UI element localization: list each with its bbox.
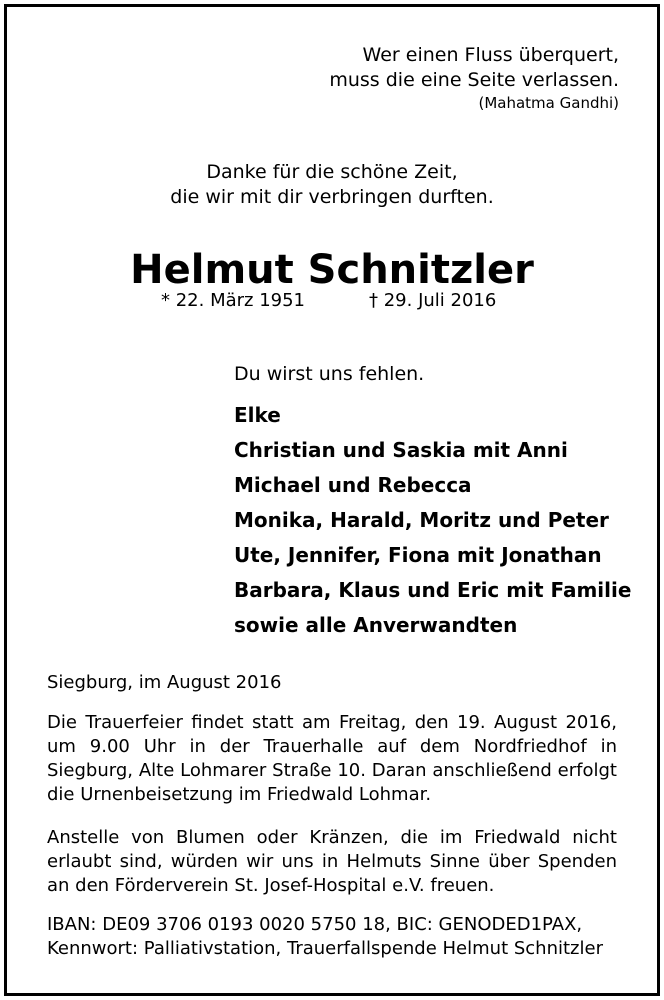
mourner-line: Elke — [234, 403, 281, 427]
mourners-list — [234, 398, 631, 643]
bank-details — [47, 913, 617, 961]
deceased-name: Helmut Schnitzler — [130, 247, 534, 293]
epigraph-author: (Mahatma Gandhi) — [478, 94, 619, 112]
mourner-line: Ute, Jennifer, Fiona mit Jonathan — [234, 543, 602, 567]
epigraph-line-2: muss die eine Seite verlassen. — [329, 69, 619, 91]
mourner-line: Monika, Harald, Moritz und Peter — [234, 508, 609, 532]
thanks-line-1: Danke für die schöne Zeit, — [206, 161, 458, 183]
birth-date: * 22. März 1951 — [161, 290, 306, 311]
death-date: † 29. Juli 2016 — [369, 290, 497, 311]
epigraph-line-1: Wer einen Fluss überquert, — [362, 44, 619, 66]
epigraph — [329, 43, 619, 113]
place-date: Siegburg, im August 2016 — [47, 672, 282, 693]
donation-paragraph: Anstelle von Blumen oder Kränzen, die im Friedwald nicht erlaubt sind, würden wir uns in Helmuts Sinne über Spenden an den Förderverein St. Josef-Hospital e.V. freuen. — [47, 827, 617, 896]
mourner-line: sowie alle Anverwandten — [234, 613, 518, 637]
bank-line-2: Kennwort: Palliativstation, Trauerfallspende Helmut Schnitzler — [47, 938, 603, 959]
mourner-line: Christian und Saskia mit Anni — [234, 438, 568, 462]
mourner-line: Barbara, Klaus und Eric mit Familie — [234, 578, 632, 602]
mourner-line: Michael und Rebecca — [234, 473, 472, 497]
thanks-text — [0, 160, 664, 210]
bank-line-1: IBAN: DE09 3706 0193 0020 5750 18, BIC: GENODED1PAX, — [47, 914, 583, 935]
thanks-line-2: die wir mit dir verbringen durften. — [170, 186, 494, 208]
farewell-text: Du wirst uns fehlen. — [234, 363, 425, 385]
ceremony-paragraph: Die Trauerfeier findet statt am Freitag, den 19. August 2016, um 9.00 Uhr in der Trauerhalle auf dem Nordfriedhof in Siegburg, Alte Lohmarer Straße 10. Daran anschließend erfolgt die Urnenbeisetzung im Friedwald Lohmar. — [47, 712, 617, 805]
